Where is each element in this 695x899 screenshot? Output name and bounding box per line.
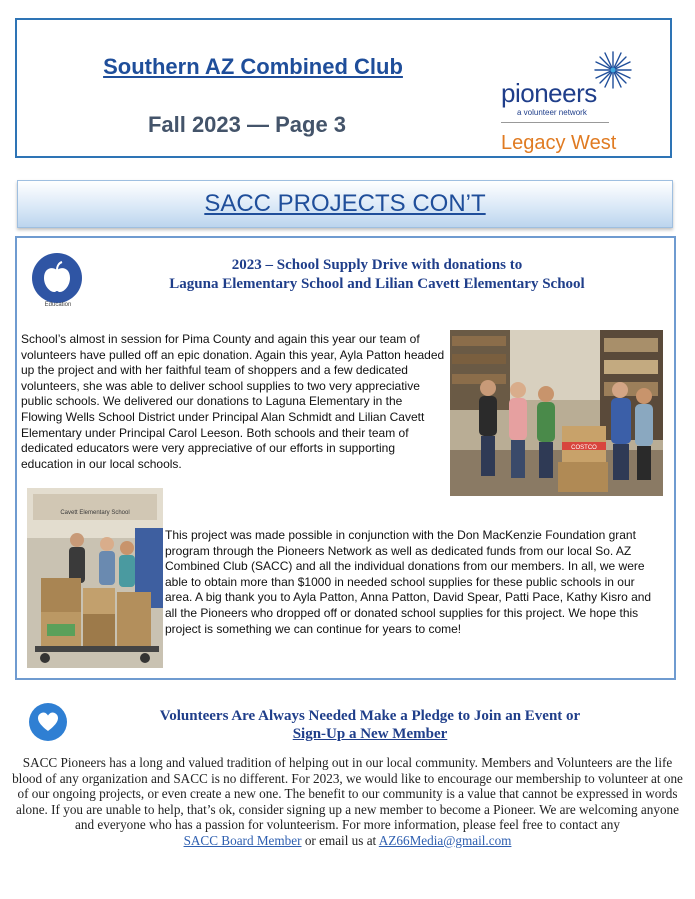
logo-region: Legacy West <box>501 132 617 154</box>
section-title: SACC PROJECTS CON’T <box>204 190 486 217</box>
volunteers-body <box>10 755 685 848</box>
logo-divider <box>501 122 609 123</box>
article-heading-line2: Laguna Elementary School and Lilian Cavett Elementary School <box>169 276 585 292</box>
school-sign: Cavett Elementary School <box>60 510 130 516</box>
volunteers-body-text: SACC Pioneers has a long and valued tradition of helping out in our local community. Members and Volunteers are the life blood of any organization and SACC is no different. For 2023, we would like to encourage our membership to volunteer at one of our ongoing projects, or even create a new one. The benefit to our community is a value that cannot be expressed in words alone. If you are unable to help, that’s ok, consider signing up a new member to become a Pioneer. We are welcoming anyone and everyone who has a passion for volunteerism. For more information, please feel free to contact any <box>12 755 683 832</box>
issue-label: Fall 2023 — Page 3 <box>147 112 347 137</box>
logo-wordmark: pioneers <box>501 78 597 108</box>
apple-icon <box>31 252 83 304</box>
logo-tagline: a volunteer network <box>517 108 587 117</box>
cavett-delivery-photo <box>27 488 163 668</box>
volunteers-heading-line2: Sign-Up a New Member <box>292 726 448 742</box>
article-heading-line1: 2023 – School Supply Drive with donations to <box>231 257 523 273</box>
article-heading <box>97 256 657 294</box>
board-member-link[interactable]: SACC Board Member <box>183 832 302 848</box>
box-label: COSTCO <box>571 445 597 451</box>
section-banner <box>17 180 673 228</box>
pioneers-logo <box>483 38 653 154</box>
project-article <box>15 236 676 680</box>
heart-icon <box>28 702 68 742</box>
email-connector: or email us at <box>301 832 379 848</box>
volunteers-office-photo <box>450 330 663 496</box>
article-paragraph-2: This project was made possible in conjunction with the Don MacKenzie Foundation grant program through the Pioneers Network as well as dedicated funds from our local So. AZ Combined Club (SACC) and all the individual donations from our members. In all, we were able to obtain more than $1000 in needed school supplies for these public schools in our area. A big thank you to Ayla Patton, Anna Patton, David Spear, Patti Pace, Kathy Kisro and all the Pioneers who dropped off or donated school supplies for this project. We hope this project is something we can continue for years to come! <box>165 528 652 636</box>
starburst-icon <box>593 50 633 90</box>
icon-caption: Education <box>44 302 72 308</box>
email-link[interactable]: AZ66Media@gmail.com <box>378 832 512 848</box>
newsletter-header <box>15 18 672 158</box>
volunteers-heading-line1: Volunteers Are Always Needed Make a Pledge to Join an Event or <box>159 708 581 724</box>
volunteers-heading <box>80 707 660 743</box>
club-title: Southern AZ Combined Club <box>103 54 403 79</box>
article-paragraph-1: School’s almost in session for Pima County and again this year our team of volunteers have pulled off an epic donation. Again this year, Ayla Patton headed up the project and with her faithful team of shoppers and a few dedicated volunteers, she was able to deliver school supplies to two very appreciative public schools. We delivered our donations to Laguna Elementary in the Flowing Wells School District under Principal Alan Schmidt and Lilian Cavett Elementary under Principal Carol Leeson. Both schools and their team of dedicated educators were very appreciative of our efforts in supporting education in our local schools. <box>21 332 445 471</box>
